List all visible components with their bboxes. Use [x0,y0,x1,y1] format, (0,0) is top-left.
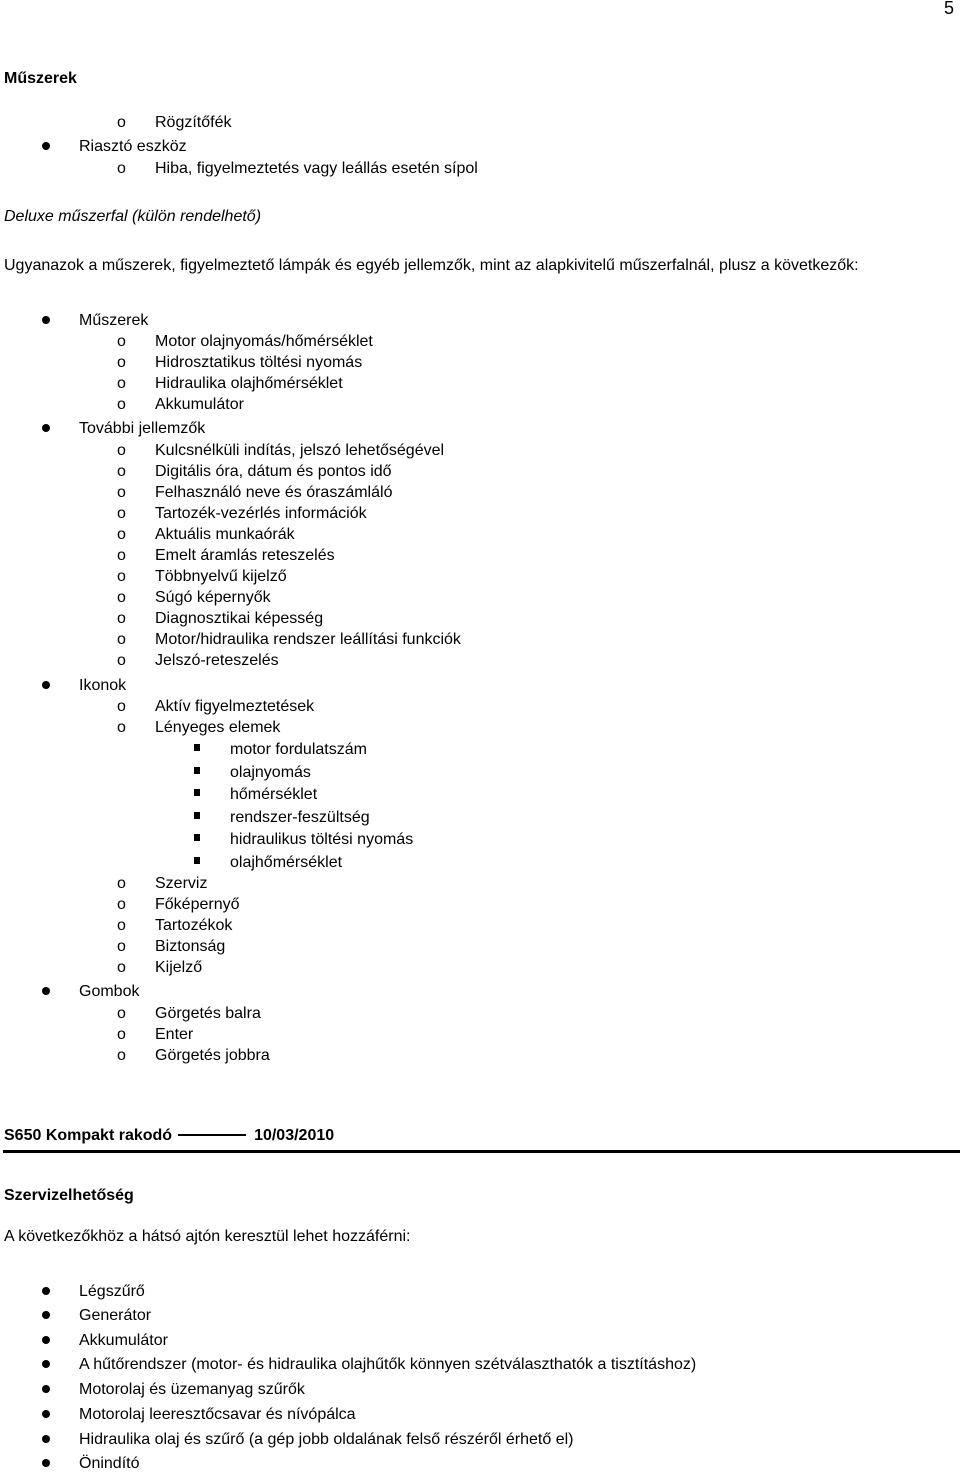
circle-bullet-icon: o [117,698,126,715]
circle-bullet-icon: o [117,719,126,736]
list-item: Kijelző [155,959,203,976]
bullet-icon [42,142,50,150]
circle-bullet-icon: o [117,333,126,350]
bullet-icon [42,1385,50,1393]
circle-bullet-icon: o [117,631,126,648]
list-item: Digitális óra, dátum és pontos idő [155,463,392,480]
deluxe-intro: Ugyanazok a műszerek, figyelmeztető lámpák és egyéb jellemzők, mint az alapkivitelű műszerfalnál, plusz a következők: [4,257,859,274]
bullet-icon [42,681,50,689]
footer-dash [178,1134,246,1136]
list-item: Görgetés jobbra [155,1047,270,1064]
circle-bullet-icon: o [117,375,126,392]
service-item: Motorolaj leeresztőcsavar és nívópálca [79,1406,356,1423]
list-item: Felhasználó neve és óraszámláló [155,484,393,501]
list-item: Aktív figyelmeztetések [155,698,315,715]
list-item: Hidraulika olajhőmérséklet [155,375,343,392]
bullet-icon [42,987,50,995]
footer-date: 10/03/2010 [254,1127,335,1144]
circle-bullet-icon: o [117,652,126,669]
sub-list-item: motor fordulatszám [230,741,367,758]
circle-bullet-icon: o [117,547,126,564]
circle-bullet-icon: o [117,526,126,543]
service-item: Hidraulika olaj és szűrő (a gép jobb oldalának felső részéről érhető el) [79,1431,574,1448]
circle-bullet-icon: o [117,442,126,459]
sub-list-item: olajhőmérséklet [230,854,343,871]
sub-list-item: olajnyomás [230,764,311,781]
bullet-icon [42,316,50,324]
circle-bullet-icon: o [117,896,126,913]
circle-bullet-icon: o [117,1047,126,1064]
list-item: Emelt áramlás reteszelés [155,547,335,564]
circle-bullet-icon: o [117,875,126,892]
footer-rule [3,1150,960,1153]
list-item: Hiba, figyelmeztetés vagy leállás esetén sípol [155,160,478,177]
square-bullet-icon [194,834,200,841]
square-bullet-icon [194,812,200,819]
circle-bullet-icon: o [117,917,126,934]
group-label: Műszerek [79,312,149,329]
list-item: Hidrosztatikus töltési nyomás [155,354,363,371]
sub-list-item: hidraulikus töltési nyomás [230,831,414,848]
circle-bullet-icon: o [117,396,126,413]
list-item: Tartozékok [155,917,233,934]
circle-bullet-icon: o [117,354,126,371]
footer-model: S650 Kompakt rakodó [4,1127,173,1144]
circle-bullet-icon: o [117,484,126,501]
circle-bullet-icon: o [117,1026,126,1043]
service-item: Önindító [79,1455,140,1472]
list-item: Görgetés balra [155,1005,261,1022]
service-heading: Szervizelhetőség [4,1187,134,1204]
list-item: Többnyelvű kijelző [155,568,287,585]
list-item: Jelszó-reteszelés [155,652,279,669]
list-item: Kulcsnélküli indítás, jelszó lehetőségével [155,442,445,459]
list-item: Akkumulátor [155,396,244,413]
bullet-icon [42,1435,50,1443]
circle-bullet-icon: o [117,610,126,627]
bullet-icon [42,1287,50,1295]
list-item: Riasztó eszköz [79,138,187,155]
list-item: Szerviz [155,875,208,892]
sub-list-item: hőmérséklet [230,786,318,803]
square-bullet-icon [194,744,200,751]
list-item: Diagnosztikai képesség [155,610,324,627]
square-bullet-icon [194,767,200,774]
bullet-icon [42,1360,50,1368]
list-item: Tartozék-vezérlés információk [155,505,367,522]
circle-bullet-icon: o [117,568,126,585]
list-item: Súgó képernyők [155,589,271,606]
circle-bullet-icon: o [117,938,126,955]
group-label: Ikonok [79,677,127,694]
bullet-icon [42,1410,50,1418]
service-intro: A következőkhöz a hátsó ajtón keresztül lehet hozzáférni: [4,1228,411,1245]
service-item: Légszűrő [79,1283,145,1300]
list-item: Aktuális munkaórák [155,526,295,543]
list-item: Motor/hidraulika rendszer leállítási funkciók [155,631,461,648]
square-bullet-icon [194,789,200,796]
bullet-icon [42,1336,50,1344]
circle-bullet-icon: o [117,114,126,131]
list-item: Biztonság [155,938,226,955]
list-item: Rögzítőfék [155,114,232,131]
page-number: 5 [943,0,954,18]
circle-bullet-icon: o [117,589,126,606]
section-title: Műszerek [4,70,77,87]
service-item: A hűtőrendszer (motor- és hidraulika olajhűtők könnyen szétválaszthatók a tisztításhoz) [79,1356,697,1373]
document-footer [4,1125,334,1146]
circle-bullet-icon: o [117,1005,126,1022]
circle-bullet-icon: o [117,160,126,177]
square-bullet-icon [194,857,200,864]
service-item: Motorolaj és üzemanyag szűrők [79,1381,305,1398]
group-label: További jellemzők [79,420,206,437]
service-item: Akkumulátor [79,1332,168,1349]
list-item: Főképernyő [155,896,240,913]
group-label: Gombok [79,983,140,1000]
circle-bullet-icon: o [117,505,126,522]
list-item: Lényeges elemek [155,719,281,736]
sub-list-item: rendszer-feszültség [230,809,370,826]
bullet-icon [42,424,50,432]
list-item: Motor olajnyomás/hőmérséklet [155,333,373,350]
circle-bullet-icon: o [117,463,126,480]
bullet-icon [42,1311,50,1319]
deluxe-heading: Deluxe műszerfal (külön rendelhető) [4,208,262,225]
circle-bullet-icon: o [117,959,126,976]
list-item: Enter [155,1026,194,1043]
service-item: Generátor [79,1307,152,1324]
bullet-icon [42,1459,50,1467]
